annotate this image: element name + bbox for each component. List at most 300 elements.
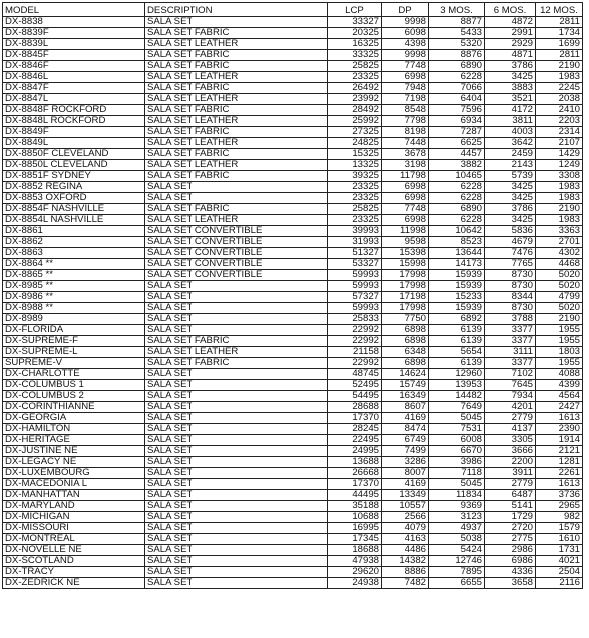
description-cell: SALA SET [145, 325, 328, 336]
table-row [3, 204, 583, 215]
six-month-cell: 3305 [485, 435, 536, 446]
three-month-cell: 6890 [429, 204, 485, 215]
table-row [3, 72, 583, 83]
dp-cell: 9998 [382, 17, 429, 28]
table-row [3, 171, 583, 182]
model-cell: DX-CORINTHIANNE [3, 402, 145, 413]
dp-cell: 6998 [382, 193, 429, 204]
three-month-cell: 6139 [429, 325, 485, 336]
twelve-month-cell: 2038 [536, 94, 583, 105]
three-month-cell: 9369 [429, 501, 485, 512]
twelve-month-cell: 5020 [536, 281, 583, 292]
twelve-month-cell: 4088 [536, 369, 583, 380]
three-month-cell: 3986 [429, 457, 485, 468]
six-month-cell: 3788 [485, 314, 536, 325]
table-row [3, 116, 583, 127]
six-month-cell: 2143 [485, 160, 536, 171]
table-row [3, 83, 583, 94]
lcp-cell: 54495 [328, 391, 382, 402]
six-month-cell: 4201 [485, 402, 536, 413]
lcp-cell: 22992 [328, 325, 382, 336]
six-month-cell: 8344 [485, 292, 536, 303]
three-month-cell: 5654 [429, 347, 485, 358]
description-cell: SALA SET [145, 292, 328, 303]
model-cell: DX-LUXEMBOURG [3, 468, 145, 479]
dp-cell: 6998 [382, 72, 429, 83]
description-cell: SALA SET [145, 501, 328, 512]
header-model: MODEL [3, 3, 145, 17]
three-month-cell: 13953 [429, 380, 485, 391]
table-row [3, 61, 583, 72]
lcp-cell: 39993 [328, 226, 382, 237]
twelve-month-cell: 4399 [536, 380, 583, 391]
dp-cell: 7748 [382, 204, 429, 215]
twelve-month-cell: 1734 [536, 28, 583, 39]
table-row [3, 468, 583, 479]
six-month-cell: 2929 [485, 39, 536, 50]
description-cell: SALA SET [145, 567, 328, 578]
three-month-cell: 5045 [429, 479, 485, 490]
six-month-cell: 3425 [485, 182, 536, 193]
twelve-month-cell: 1955 [536, 358, 583, 369]
lcp-cell: 39325 [328, 171, 382, 182]
twelve-month-cell: 3308 [536, 171, 583, 182]
description-cell: SALA SET [145, 380, 328, 391]
description-cell: SALA SET LEATHER [145, 215, 328, 226]
lcp-cell: 21158 [328, 347, 382, 358]
description-cell: SALA SET [145, 281, 328, 292]
header-description: DESCRIPTION [145, 3, 328, 17]
description-cell: SALA SET FABRIC [145, 127, 328, 138]
price-list-sheet [2, 2, 587, 589]
six-month-cell: 3521 [485, 94, 536, 105]
table-row [3, 215, 583, 226]
six-month-cell: 4137 [485, 424, 536, 435]
six-month-cell: 6986 [485, 556, 536, 567]
model-cell: DX-HERITAGE [3, 435, 145, 446]
table-row [3, 281, 583, 292]
table-row [3, 479, 583, 490]
lcp-cell: 17370 [328, 479, 382, 490]
description-cell: SALA SET CONVERTIBLE [145, 270, 328, 281]
dp-cell: 6998 [382, 215, 429, 226]
six-month-cell: 7645 [485, 380, 536, 391]
description-cell: SALA SET [145, 457, 328, 468]
lcp-cell: 35188 [328, 501, 382, 512]
model-cell: DX-8839F [3, 28, 145, 39]
lcp-cell: 31993 [328, 237, 382, 248]
six-month-cell: 7476 [485, 248, 536, 259]
model-cell: DX-8854L NASHVILLE [3, 215, 145, 226]
lcp-cell: 16995 [328, 523, 382, 534]
lcp-cell: 59993 [328, 281, 382, 292]
model-cell: DX-8849F [3, 127, 145, 138]
description-cell: SALA SET CONVERTIBLE [145, 259, 328, 270]
dp-cell: 4079 [382, 523, 429, 534]
twelve-month-cell: 1955 [536, 325, 583, 336]
dp-cell: 6749 [382, 435, 429, 446]
three-month-cell: 13644 [429, 248, 485, 259]
price-table [2, 2, 583, 589]
dp-cell: 7499 [382, 446, 429, 457]
twelve-month-cell: 1579 [536, 523, 583, 534]
description-cell: SALA SET FABRIC [145, 149, 328, 160]
table-row [3, 303, 583, 314]
six-month-cell: 4679 [485, 237, 536, 248]
model-cell: DX-MICHIGAN [3, 512, 145, 523]
dp-cell: 14624 [382, 369, 429, 380]
lcp-cell: 27325 [328, 127, 382, 138]
lcp-cell: 53327 [328, 259, 382, 270]
lcp-cell: 23325 [328, 215, 382, 226]
dp-cell: 7750 [382, 314, 429, 325]
table-row [3, 435, 583, 446]
table-row [3, 545, 583, 556]
three-month-cell: 7895 [429, 567, 485, 578]
twelve-month-cell: 2811 [536, 17, 583, 28]
description-cell: SALA SET [145, 402, 328, 413]
twelve-month-cell: 2427 [536, 402, 583, 413]
three-month-cell: 14482 [429, 391, 485, 402]
dp-cell: 17998 [382, 303, 429, 314]
three-month-cell: 6670 [429, 446, 485, 457]
six-month-cell: 5739 [485, 171, 536, 182]
six-month-cell: 3666 [485, 446, 536, 457]
lcp-cell: 24995 [328, 446, 382, 457]
model-cell: DX-8839L [3, 39, 145, 50]
model-cell: DX-MARYLAND [3, 501, 145, 512]
table-row [3, 578, 583, 589]
description-cell: SALA SET [145, 435, 328, 446]
table-row [3, 402, 583, 413]
six-month-cell: 3658 [485, 578, 536, 589]
six-month-cell: 6487 [485, 490, 536, 501]
model-cell: DX-8851F SYDNEY [3, 171, 145, 182]
model-cell: DX-8985 ** [3, 281, 145, 292]
lcp-cell: 24938 [328, 578, 382, 589]
lcp-cell: 13688 [328, 457, 382, 468]
model-cell: DX-SUPREME-F [3, 336, 145, 347]
table-row [3, 457, 583, 468]
three-month-cell: 11834 [429, 490, 485, 501]
three-month-cell: 10642 [429, 226, 485, 237]
dp-cell: 15998 [382, 259, 429, 270]
lcp-cell: 25825 [328, 204, 382, 215]
three-month-cell: 4937 [429, 523, 485, 534]
six-month-cell: 7765 [485, 259, 536, 270]
three-month-cell: 8523 [429, 237, 485, 248]
twelve-month-cell: 1731 [536, 545, 583, 556]
six-month-cell: 2779 [485, 479, 536, 490]
model-cell: DX-MANHATTAN [3, 490, 145, 501]
table-row [3, 138, 583, 149]
model-cell: DX-HAMILTON [3, 424, 145, 435]
twelve-month-cell: 1983 [536, 215, 583, 226]
twelve-month-cell: 5020 [536, 303, 583, 314]
table-row [3, 413, 583, 424]
description-cell: SALA SET FABRIC [145, 28, 328, 39]
model-cell: DX-LEGACY NE [3, 457, 145, 468]
six-month-cell: 3811 [485, 116, 536, 127]
twelve-month-cell: 2107 [536, 138, 583, 149]
lcp-cell: 23992 [328, 94, 382, 105]
three-month-cell: 12960 [429, 369, 485, 380]
table-row [3, 28, 583, 39]
six-month-cell: 2986 [485, 545, 536, 556]
six-month-cell: 8730 [485, 303, 536, 314]
description-cell: SALA SET LEATHER [145, 347, 328, 358]
dp-cell: 8474 [382, 424, 429, 435]
six-month-cell: 3883 [485, 83, 536, 94]
dp-cell: 8607 [382, 402, 429, 413]
six-month-cell: 2200 [485, 457, 536, 468]
dp-cell: 6348 [382, 347, 429, 358]
three-month-cell: 12746 [429, 556, 485, 567]
model-cell: DX-8986 ** [3, 292, 145, 303]
lcp-cell: 57327 [328, 292, 382, 303]
model-cell: DX-SCOTLAND [3, 556, 145, 567]
three-month-cell: 6890 [429, 61, 485, 72]
model-cell: DX-8854F NASHVILLE [3, 204, 145, 215]
twelve-month-cell: 3736 [536, 490, 583, 501]
three-month-cell: 8877 [429, 17, 485, 28]
description-cell: SALA SET FABRIC [145, 50, 328, 61]
description-cell: SALA SET FABRIC [145, 336, 328, 347]
lcp-cell: 59993 [328, 303, 382, 314]
description-cell: SALA SET FABRIC [145, 204, 328, 215]
lcp-cell: 22992 [328, 336, 382, 347]
table-row [3, 314, 583, 325]
six-month-cell: 3786 [485, 204, 536, 215]
lcp-cell: 48745 [328, 369, 382, 380]
three-month-cell: 7118 [429, 468, 485, 479]
dp-cell: 4169 [382, 413, 429, 424]
lcp-cell: 15325 [328, 149, 382, 160]
table-row [3, 292, 583, 303]
dp-cell: 7748 [382, 61, 429, 72]
six-month-cell: 2720 [485, 523, 536, 534]
twelve-month-cell: 4468 [536, 259, 583, 270]
lcp-cell: 28688 [328, 402, 382, 413]
dp-cell: 10557 [382, 501, 429, 512]
model-cell: DX-8863 [3, 248, 145, 259]
description-cell: SALA SET LEATHER [145, 94, 328, 105]
six-month-cell: 2459 [485, 149, 536, 160]
description-cell: SALA SET FABRIC [145, 105, 328, 116]
description-cell: SALA SET [145, 413, 328, 424]
three-month-cell: 6934 [429, 116, 485, 127]
table-row [3, 105, 583, 116]
lcp-cell: 22495 [328, 435, 382, 446]
lcp-cell: 52495 [328, 380, 382, 391]
table-row [3, 534, 583, 545]
dp-cell: 8548 [382, 105, 429, 116]
table-row [3, 39, 583, 50]
dp-cell: 4163 [382, 534, 429, 545]
six-month-cell: 4871 [485, 50, 536, 61]
model-cell: DX-FLORIDA [3, 325, 145, 336]
twelve-month-cell: 1429 [536, 149, 583, 160]
table-row [3, 380, 583, 391]
lcp-cell: 22992 [328, 358, 382, 369]
six-month-cell: 1729 [485, 512, 536, 523]
twelve-month-cell: 1983 [536, 72, 583, 83]
dp-cell: 6098 [382, 28, 429, 39]
twelve-month-cell: 1613 [536, 413, 583, 424]
table-row [3, 336, 583, 347]
lcp-cell: 23325 [328, 182, 382, 193]
table-row [3, 369, 583, 380]
three-month-cell: 15939 [429, 281, 485, 292]
six-month-cell: 3377 [485, 358, 536, 369]
table-row [3, 270, 583, 281]
dp-cell: 6898 [382, 325, 429, 336]
table-row [3, 160, 583, 171]
description-cell: SALA SET FABRIC [145, 358, 328, 369]
table-row [3, 501, 583, 512]
three-month-cell: 3882 [429, 160, 485, 171]
model-cell: DX-8853 OXFORD [3, 193, 145, 204]
model-cell: DX-MISSOURI [3, 523, 145, 534]
model-cell: DX-8850L CLEVELAND [3, 160, 145, 171]
lcp-cell: 47938 [328, 556, 382, 567]
twelve-month-cell: 2504 [536, 567, 583, 578]
model-cell: DX-8865 ** [3, 270, 145, 281]
lcp-cell: 25833 [328, 314, 382, 325]
three-month-cell: 6139 [429, 336, 485, 347]
six-month-cell: 3377 [485, 336, 536, 347]
three-month-cell: 7531 [429, 424, 485, 435]
twelve-month-cell: 1983 [536, 182, 583, 193]
twelve-month-cell: 1613 [536, 479, 583, 490]
description-cell: SALA SET [145, 369, 328, 380]
model-cell: DX-8848F ROCKFORD [3, 105, 145, 116]
six-month-cell: 5836 [485, 226, 536, 237]
six-month-cell: 2991 [485, 28, 536, 39]
model-cell: DX-GEORGIA [3, 413, 145, 424]
dp-cell: 4169 [382, 479, 429, 490]
three-month-cell: 5038 [429, 534, 485, 545]
lcp-cell: 29620 [328, 567, 382, 578]
model-cell: DX-CHARLOTTE [3, 369, 145, 380]
twelve-month-cell: 1983 [536, 193, 583, 204]
description-cell: SALA SET [145, 490, 328, 501]
dp-cell: 4398 [382, 39, 429, 50]
twelve-month-cell: 2261 [536, 468, 583, 479]
description-cell: SALA SET [145, 303, 328, 314]
header-row [3, 3, 583, 17]
six-month-cell: 7102 [485, 369, 536, 380]
description-cell: SALA SET [145, 424, 328, 435]
dp-cell: 8007 [382, 468, 429, 479]
twelve-month-cell: 1914 [536, 435, 583, 446]
three-month-cell: 6228 [429, 72, 485, 83]
table-row [3, 248, 583, 259]
model-cell: DX-8852 REGINA [3, 182, 145, 193]
three-month-cell: 6008 [429, 435, 485, 446]
twelve-month-cell: 1803 [536, 347, 583, 358]
three-month-cell: 4457 [429, 149, 485, 160]
twelve-month-cell: 2116 [536, 578, 583, 589]
model-cell: DX-ZEDRICK NE [3, 578, 145, 589]
six-month-cell: 3425 [485, 215, 536, 226]
dp-cell: 6898 [382, 358, 429, 369]
six-month-cell: 3911 [485, 468, 536, 479]
description-cell: SALA SET [145, 512, 328, 523]
lcp-cell: 20325 [328, 28, 382, 39]
model-cell: DX-JUSTINE NE [3, 446, 145, 457]
table-row [3, 226, 583, 237]
model-cell: DX-8988 ** [3, 303, 145, 314]
twelve-month-cell: 2190 [536, 61, 583, 72]
description-cell: SALA SET [145, 391, 328, 402]
dp-cell: 7448 [382, 138, 429, 149]
model-cell: DX-8848L ROCKFORD [3, 116, 145, 127]
six-month-cell: 3425 [485, 193, 536, 204]
three-month-cell: 15939 [429, 303, 485, 314]
model-cell: DX-8864 ** [3, 259, 145, 270]
twelve-month-cell: 1610 [536, 534, 583, 545]
header-3-months: 3 MOS. [429, 3, 485, 17]
model-cell: DX-8989 [3, 314, 145, 325]
dp-cell: 3198 [382, 160, 429, 171]
model-cell: DX-MONTREAL [3, 534, 145, 545]
six-month-cell: 4336 [485, 567, 536, 578]
dp-cell: 7948 [382, 83, 429, 94]
description-cell: SALA SET FABRIC [145, 171, 328, 182]
model-cell: DX-NOVELLE NE [3, 545, 145, 556]
twelve-month-cell: 1699 [536, 39, 583, 50]
three-month-cell: 6228 [429, 215, 485, 226]
three-month-cell: 7066 [429, 83, 485, 94]
six-month-cell: 3425 [485, 72, 536, 83]
table-row [3, 193, 583, 204]
model-cell: DX-TRACY [3, 567, 145, 578]
description-cell: SALA SET [145, 314, 328, 325]
dp-cell: 6998 [382, 182, 429, 193]
dp-cell: 17198 [382, 292, 429, 303]
header-12-months: 12 MOS. [536, 3, 583, 17]
three-month-cell: 7649 [429, 402, 485, 413]
twelve-month-cell: 4021 [536, 556, 583, 567]
three-month-cell: 6655 [429, 578, 485, 589]
three-month-cell: 14173 [429, 259, 485, 270]
dp-cell: 9598 [382, 237, 429, 248]
three-month-cell: 8876 [429, 50, 485, 61]
three-month-cell: 5433 [429, 28, 485, 39]
model-cell: DX-8861 [3, 226, 145, 237]
three-month-cell: 5320 [429, 39, 485, 50]
table-row [3, 17, 583, 28]
dp-cell: 16349 [382, 391, 429, 402]
table-row [3, 523, 583, 534]
lcp-cell: 26668 [328, 468, 382, 479]
dp-cell: 7798 [382, 116, 429, 127]
lcp-cell: 10688 [328, 512, 382, 523]
table-row [3, 446, 583, 457]
description-cell: SALA SET [145, 17, 328, 28]
dp-cell: 15398 [382, 248, 429, 259]
dp-cell: 7198 [382, 94, 429, 105]
six-month-cell: 3111 [485, 347, 536, 358]
model-cell: DX-8847F [3, 83, 145, 94]
dp-cell: 13349 [382, 490, 429, 501]
table-row [3, 391, 583, 402]
six-month-cell: 4872 [485, 17, 536, 28]
twelve-month-cell: 2314 [536, 127, 583, 138]
model-cell: DX-8850F CLEVELAND [3, 149, 145, 160]
six-month-cell: 8730 [485, 270, 536, 281]
